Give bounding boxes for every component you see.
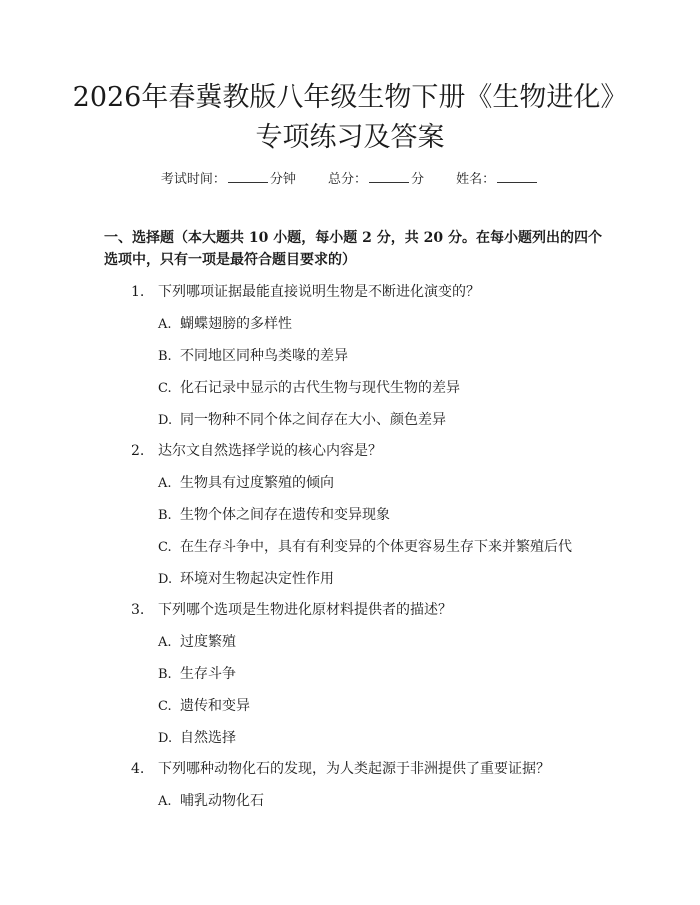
option-2a (158, 473, 334, 494)
total-score-field (328, 168, 424, 187)
total-score-blank (369, 170, 409, 183)
option-1c (158, 378, 460, 399)
option-letter: C. (158, 699, 172, 714)
name-field (456, 168, 539, 187)
name-blank (497, 170, 537, 183)
option-4a (158, 791, 264, 812)
exam-time-blank (228, 170, 268, 183)
exam-time-label: 考试时间： (160, 172, 226, 187)
section-heading: 一、选择题（本大题共 10 小题，每小题 2 分，共 20 分。在每小题列出的四个选项中，只有一项是最符合题目要求的） (104, 230, 602, 268)
exam-info-line (0, 168, 700, 187)
total-score-unit: 分 (411, 172, 425, 187)
option-letter: D. (158, 572, 173, 587)
question-number: 1. (131, 284, 145, 300)
option-3c (158, 696, 250, 717)
option-text: 哺乳动物化石 (180, 793, 264, 809)
option-text: 在生存斗争中，具有有利变异的个体更容易生存下来并繁殖后代 (180, 539, 572, 555)
option-text: 自然选择 (180, 730, 236, 746)
option-letter: A. (158, 476, 172, 491)
option-3b (158, 664, 236, 685)
question-1 (131, 282, 480, 302)
option-letter: B. (158, 508, 172, 523)
option-text: 遗传和变异 (180, 698, 250, 714)
document-title: 2026年春冀教版八年级生物下册《生物进化》专项练习及答案 (72, 82, 628, 153)
question-stem: 达尔文自然选择学说的核心内容是？ (158, 443, 382, 459)
option-text: 环境对生物起决定性作用 (180, 571, 334, 587)
option-text: 过度繁殖 (180, 634, 236, 650)
exam-time-unit: 分钟 (269, 172, 296, 187)
option-1a (158, 314, 292, 335)
total-score-label: 总分： (327, 172, 367, 187)
option-text: 化石记录中显示的古代生物与现代生物的差异 (180, 380, 460, 396)
option-text: 蝴蝶翅膀的多样性 (180, 316, 292, 332)
option-2d (158, 569, 334, 590)
question-number: 2. (131, 443, 145, 459)
question-number: 4. (131, 761, 145, 777)
question-stem: 下列哪项证据最能直接说明生物是不断进化演变的？ (158, 284, 480, 300)
question-stem: 下列哪种动物化石的发现，为人类起源于非洲提供了重要证据？ (158, 761, 550, 777)
option-letter: C. (158, 381, 172, 396)
option-text: 不同地区同种鸟类喙的差异 (180, 348, 348, 364)
option-letter: A. (158, 635, 172, 650)
question-stem: 下列哪个选项是生物进化原材料提供者的描述？ (158, 602, 452, 618)
option-letter: B. (158, 349, 172, 364)
question-number: 3. (131, 602, 145, 618)
option-text: 同一物种不同个体之间存在大小、颜色差异 (180, 412, 446, 428)
option-text: 生存斗争 (180, 666, 236, 682)
option-letter: C. (158, 540, 172, 555)
question-3 (131, 600, 452, 620)
question-2 (131, 441, 382, 461)
option-1b (158, 346, 348, 367)
option-2b (158, 505, 390, 526)
question-4 (131, 759, 550, 779)
option-3d (158, 728, 236, 749)
option-letter: A. (158, 794, 172, 809)
option-letter: B. (158, 667, 172, 682)
name-label: 姓名： (456, 172, 496, 187)
option-1d (158, 410, 446, 431)
exam-time-field (161, 168, 296, 187)
option-2c (158, 537, 572, 558)
option-text: 生物具有过度繁殖的倾向 (180, 475, 334, 491)
option-3a (158, 632, 236, 653)
option-letter: A. (158, 317, 172, 332)
option-letter: D. (158, 413, 173, 428)
option-text: 生物个体之间存在遗传和变异现象 (180, 507, 390, 523)
option-letter: D. (158, 731, 173, 746)
